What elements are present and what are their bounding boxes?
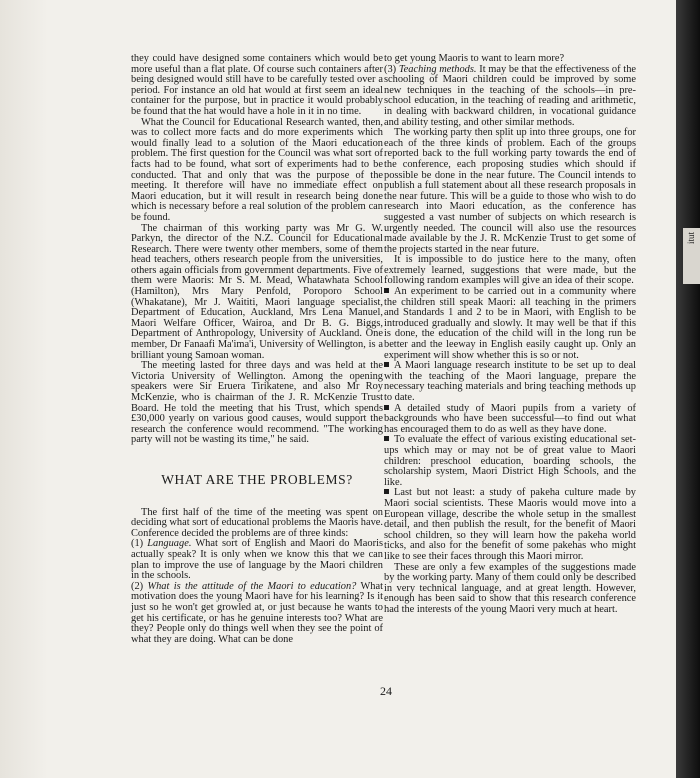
problem-title: Language.	[147, 538, 192, 550]
problem-label: (2)	[131, 580, 148, 592]
problem-title: What is the attitude of the Maori to education?	[147, 580, 357, 592]
page-number: 24	[380, 684, 392, 698]
problem-text: What sort of English and Maori do Maoris actually speak? It is only when we know this that we can plan to improve the use of language by the Maori children in the schools.	[131, 538, 383, 582]
problem-label: (1)	[131, 538, 148, 550]
right-column	[384, 54, 636, 615]
paragraph: The meeting lasted for three days and was held at the Victoria University of Wellington. Among the opening speakers were Sir Eruera Tirikatene, and also Mr Roy McKenzie, who is chairman of the J. R. McKenzie Trust Board. He told the meeting that his Trust, which spends £30,000 yearly on various good causes, would support the research the conference would recommend. "The working party will not be wasting its time," he said.	[131, 360, 383, 446]
edge-text: itut	[686, 232, 696, 245]
section-heading: WHAT ARE THE PROBLEMS?	[161, 471, 353, 487]
paragraph: The first half of the time of the meeting was spent on deciding what sort of educational problems the Maoris have. Conference decided the problems are of three kinds:	[131, 506, 383, 539]
paragraph: they could have designed some containers which would be more useful than a flat plate. Of course such containers after being designed would still have to be carefully tested over a period. For instance an old hat would at first seem an ideal container for the purpose, but in practice it would probably be found that the hat would have a hole in it in no time.	[131, 53, 383, 117]
bullet-item: Last but not least: a study of pakeha culture made by Maori social scientists. These Maoris would move into a European village, describe the whole setup in the smallest detail, and then publish the result, for the benefit of Maori school children, so they will learn how the pakeha world ticks, and also for the benefit of some pakehas who might like to see their faces through this Maori mirror.	[384, 487, 636, 562]
problem-text: What motivation does the young Maori have for his learning? Is it just so he won't get growled at, or just because he wants to get his certificate, or has he genuine interests too? What are they? People only do things well when they see the point of what they are doing. What can be done	[131, 580, 383, 645]
paragraph: The working party then split up into three groups, one for each of the three kinds of problem. Each of the groups reported back to the full working party towards the end of the conference, each proposing studies which should if possible be done in the near future. The Council intends to publish a full statement about all these research proposals in the near future. This will be a guide to those who wish to do research into Maori education, as the conference has suggested a vast number of subjects on which research is urgently needed. The council will also use the resources made available by the J. R. McKenzie Trust to get some of the projects started in the near future.	[384, 127, 636, 255]
paragraph: to get young Maoris to want to learn more?	[384, 53, 565, 64]
bullet-item: To evaluate the effect of various existing educational set-ups which may or may not be of great value to Maori children: preschool education, boarding schools, the scholarship system, Maori District High Schools, and the like.	[384, 434, 636, 488]
bullet-item: A detailed study of Maori pupils from a variety of backgrounds who have been successful—to find out what has encouraged them to do as well as they have done.	[384, 402, 636, 435]
left-column	[131, 54, 383, 645]
edge-strip	[683, 228, 700, 284]
paragraph: It is impossible to do justice here to the many, often extremely learned, suggestions that were made, but the following random examples will give an idea of their scope.	[384, 254, 636, 287]
paragraph: These are only a few examples of the suggestions made by the working party. Many of them could only be described in very technical language, and at great length. However, enough has been said to show that this research conference had the interests of the young Maori very much at heart.	[384, 561, 636, 615]
book-edge	[676, 0, 700, 778]
problem-item	[131, 582, 383, 646]
bullet-item: An experiment to be carried out in a community where the children still speak Maori: all teaching in the primers and Standards 1 and 2 to be in Maori, with English to be introduced gradually and slowly. It may well be that if this is done, the education of the child will in the long run be better and the leeway in English easily caught up. Only an experiment will show whether this is so or not.	[384, 286, 636, 361]
problem-title: Teaching methods.	[398, 63, 477, 75]
problem-text: It may be that the effectiveness of the schooling of Maori children could be improved by some new techniques in the teaching of the schools—in pre-school education, in the teaching of reading and arithmetic, in dealing with backward children, in vocational guidance and ability testing, and other similar methods.	[384, 63, 636, 128]
paragraph: The chairman of this working party was Mr G. W. Parkyn, the director of the N.Z. Council for Educational Research. There were twenty other members, some of them head teachers, others research people from the universities, others again officials from government departments. Five of them were Maoris: Mr S. M. Mead, Whatawhata School (Hamilton), Mrs Mary Penfold, Poroporo School (Whakatane), Mr J. Waititi, Maori language specialist, Department of Education, Auckland, Mrs Lena Manuel, Maori Welfare Officer, Wairoa, and Dr B. G. Biggs, Department of Anthropology, University of Auckland. One member, Dr Fanaafi Ma'ima'i, University of Wellington, is a brilliant young Samoan woman.	[131, 222, 383, 361]
problem-item	[384, 65, 636, 129]
problem-label: (3)	[384, 63, 399, 75]
problem-item	[131, 539, 383, 581]
bullet-item: A Maori language research institute to be set up to deal with the teaching of the Maori language, prepare the necessary teaching materials and bring teaching methods up to date.	[384, 360, 636, 403]
gutter-shadow	[0, 0, 48, 778]
paragraph: What the Council for Educational Research wanted, then, was to collect more facts and do more experiments which would finally lead to a solution of the Maori education problem. The first question for the Council was what sort of facts had to be found, what sort of experiments had to be conducted. That and only that was the purpose of the meeting. It therefore will have no immediate effect on Maori education, but it will result in research being done which is necessary before a real solution of the problem can be found.	[131, 116, 383, 223]
